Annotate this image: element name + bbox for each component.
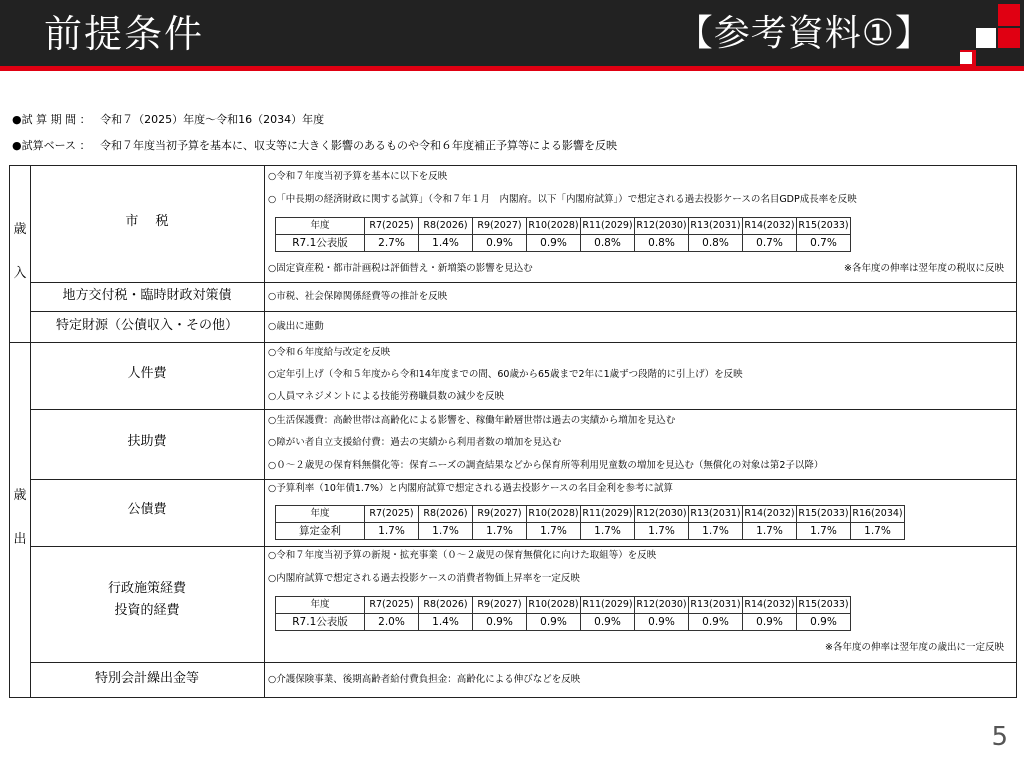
assistance-note-1: ○生活保護費：高齢世帯は高齢化による影響を、稼働年齢層世帯は過去の実績から増加を見込む	[268, 415, 676, 426]
local-allocation-tax-note: ○市税、社会保障関係経費等の推計を反映	[268, 291, 448, 302]
year-cell: R9(2027)	[473, 597, 527, 614]
row-label-local-allocation-tax: 地方交付税・臨時財政対策債	[62, 288, 232, 303]
decor-square-white-2	[960, 52, 972, 64]
value-cell: 1.7%	[527, 523, 581, 540]
city-tax-note-2: ○「中長期の経済財政に関する試算」（令和７年１月 内閣府。以下「内閣府試算」）で想定される過去投影ケースの名目GDP成長率を反映	[268, 194, 857, 205]
value-cell: 0.8%	[581, 235, 635, 252]
row-label-cell: R7.1公表版	[276, 614, 365, 631]
specific-revenue-note: ○歳出に連動	[268, 321, 324, 332]
table-header-cell: 年度	[276, 218, 365, 235]
value-cell: 0.7%	[797, 235, 851, 252]
revenue-group-label-top: 歳	[13, 222, 27, 237]
value-cell: 1.7%	[743, 523, 797, 540]
table-header-cell: 年度	[276, 597, 365, 614]
year-cell: R12(2030)	[635, 218, 689, 235]
value-cell: 0.9%	[473, 235, 527, 252]
price-table-header-row	[276, 597, 851, 614]
revenue-group-label-bottom: 入	[13, 266, 27, 281]
year-cell: R15(2033)	[797, 597, 851, 614]
admin-note-2: ○内閣府試算で想定される過去投影ケースの消費者物価上昇率を一定反映	[268, 573, 580, 584]
title-underline	[0, 66, 1024, 71]
assistance-note-2: ○障がい者自立支援給付費：過去の実績から利用者数の増加を見込む	[268, 437, 562, 448]
year-cell: R13(2031)	[689, 597, 743, 614]
value-cell: 1.7%	[581, 523, 635, 540]
row-label-city-tax: 市 税	[125, 214, 169, 229]
value-cell: 0.9%	[797, 614, 851, 631]
row-label-administrative-costs: 行政施策経費	[107, 581, 186, 596]
value-cell: 0.8%	[635, 235, 689, 252]
value-cell: 0.9%	[689, 614, 743, 631]
row-label-specific-revenue: 特定財源（公債収入・その他）	[55, 318, 238, 333]
decor-square-red-1	[998, 4, 1020, 26]
year-cell: R7(2025)	[365, 597, 419, 614]
year-cell: R9(2027)	[473, 218, 527, 235]
assumptions-table	[9, 165, 1017, 698]
debt-table-header-row	[276, 506, 905, 523]
city-tax-note-1: ○令和７年度当初予算を基本に以下を反映	[268, 171, 448, 182]
assistance-note-3: ○０～２歳児の保育料無償化等：保育ニーズの調査結果などから保育所等利用児童数の増加を見込む（無償化の対象は第2子以降）	[268, 460, 824, 471]
table-header-cell: 年度	[276, 506, 365, 523]
value-cell: 0.9%	[473, 614, 527, 631]
value-cell: 0.9%	[635, 614, 689, 631]
year-cell: R15(2033)	[797, 218, 851, 235]
expenditure-group-label-top: 歳	[13, 488, 27, 503]
year-cell: R9(2027)	[473, 506, 527, 523]
city-tax-note-3: ○固定資産税・都市計画税は評価替え・新増築の影響を見込む	[268, 263, 533, 274]
value-cell: 0.7%	[743, 235, 797, 252]
row-label-cell: R7.1公表版	[276, 235, 365, 252]
city-tax-side-note: ※各年度の伸率は翌年度の税収に反映	[844, 263, 1004, 274]
personnel-note-1: ○令和６年度給与改定を反映	[268, 347, 391, 358]
year-cell: R10(2028)	[527, 506, 581, 523]
year-cell: R12(2030)	[635, 597, 689, 614]
decor-square-red-2	[998, 28, 1020, 48]
personnel-note-3: ○人員マネジメントによる技能労務職員数の減少を反映	[268, 391, 505, 402]
year-cell: R8(2026)	[419, 506, 473, 523]
year-cell: R14(2032)	[743, 218, 797, 235]
year-cell: R10(2028)	[527, 597, 581, 614]
year-cell: R14(2032)	[743, 597, 797, 614]
year-cell: R13(2031)	[689, 218, 743, 235]
value-cell: 1.7%	[797, 523, 851, 540]
value-cell: 2.0%	[365, 614, 419, 631]
row-label-investment-costs: 投資的経費	[114, 603, 180, 618]
year-cell: R11(2029)	[581, 218, 635, 235]
page-title: 前提条件	[44, 12, 205, 56]
value-cell: 1.7%	[365, 523, 419, 540]
year-cell: R15(2033)	[797, 506, 851, 523]
page-number: 5	[991, 722, 1008, 752]
city-tax-table-value-row	[276, 235, 851, 252]
row-label-debt-service: 公債費	[127, 502, 167, 517]
row-label-personnel-costs: 人件費	[127, 366, 167, 381]
debt-table-value-row	[276, 523, 905, 540]
intro-period-label: ●試 算 期 間 ：	[12, 113, 91, 126]
admin-side-note: ※各年度の伸率は翌年度の歳出に一定反映	[825, 642, 1004, 653]
value-cell: 2.7%	[365, 235, 419, 252]
year-cell: R7(2025)	[365, 218, 419, 235]
value-cell: 1.7%	[473, 523, 527, 540]
city-tax-table-header-row	[276, 218, 851, 235]
value-cell: 0.8%	[689, 235, 743, 252]
expenditure-group-label-bottom: 出	[13, 532, 27, 547]
year-cell: R12(2030)	[635, 506, 689, 523]
year-cell: R8(2026)	[419, 218, 473, 235]
year-cell: R7(2025)	[365, 506, 419, 523]
intro-basis	[12, 139, 617, 153]
value-cell: 1.7%	[635, 523, 689, 540]
row-label-special-account-transfers: 特別会計繰出金等	[94, 671, 199, 686]
city-tax-growth-table	[275, 217, 851, 252]
value-cell: 0.9%	[581, 614, 635, 631]
intro-period	[12, 113, 324, 127]
admin-note-1: ○令和７年度当初予算の新規・拡充事業（０～２歳児の保育無償化に向けた取組等）を反映	[268, 550, 657, 561]
row-label-assistance-costs: 扶助費	[127, 434, 167, 449]
year-cell: R8(2026)	[419, 597, 473, 614]
special-account-note: ○介護保険事業、後期高齢者給付費負担金：高齢化による伸びなどを反映	[268, 674, 581, 685]
year-cell: R13(2031)	[689, 506, 743, 523]
value-cell: 0.9%	[527, 614, 581, 631]
value-cell: 0.9%	[743, 614, 797, 631]
price-table-value-row	[276, 614, 851, 631]
value-cell: 0.9%	[527, 235, 581, 252]
page-subtitle: 【参考資料①】	[676, 13, 932, 54]
value-cell: 1.4%	[419, 235, 473, 252]
row-label-cell: 算定金利	[276, 523, 365, 540]
decor-square-white-1	[976, 28, 996, 48]
year-cell: R16(2034)	[851, 506, 905, 523]
year-cell: R14(2032)	[743, 506, 797, 523]
value-cell: 1.7%	[689, 523, 743, 540]
value-cell: 1.7%	[851, 523, 905, 540]
debt-service-note: ○予算利率（10年債1.7%）と内閣府試算で想定される過去投影ケースの名目金利を参考に試算	[268, 483, 674, 494]
year-cell: R10(2028)	[527, 218, 581, 235]
year-cell: R11(2029)	[581, 506, 635, 523]
value-cell: 1.7%	[419, 523, 473, 540]
year-cell: R11(2029)	[581, 597, 635, 614]
price-growth-table	[275, 596, 851, 631]
debt-interest-table	[275, 505, 905, 540]
intro-basis-text: 令和７年度当初予算を基本に、収支等に大きく影響のあるものや令和６年度補正予算等による影響を反映	[100, 139, 618, 152]
intro-period-text: 令和７（2025）年度～令和16（2034）年度	[100, 113, 325, 126]
intro-basis-label: ●試算ベース ：	[12, 139, 91, 152]
personnel-note-2: ○定年引上げ（令和５年度から令和14年度までの間、60歳から65歳まで2年に1歳ずつ段階的に引上げ）を反映	[268, 369, 743, 380]
value-cell: 1.4%	[419, 614, 473, 631]
